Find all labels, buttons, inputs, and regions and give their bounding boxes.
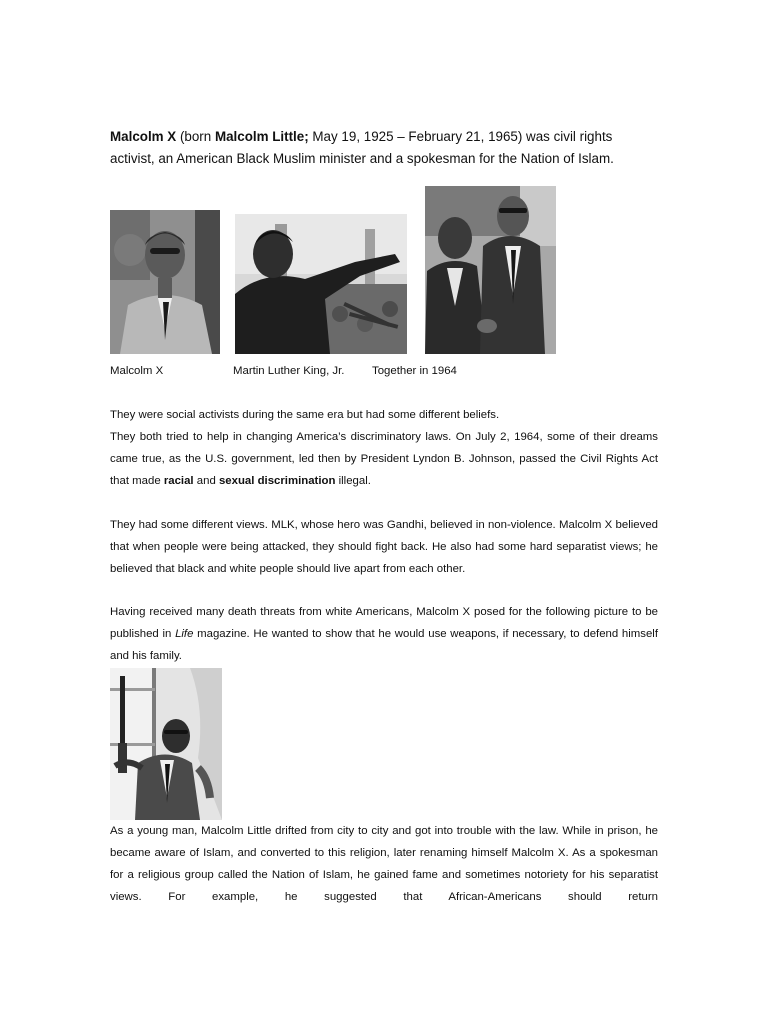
paragraph-threats-text: Having received many death threats from white Americans, Malcolm X posed for the following picture to be published in — [110, 606, 658, 640]
caption-together: Together in 1964 — [372, 365, 457, 377]
photo-malcolm-x — [110, 210, 220, 354]
caption-malcolm-x: Malcolm X — [110, 365, 164, 377]
photo-together-1964 — [425, 186, 556, 354]
photo-martin-luther-king — [235, 214, 407, 354]
paragraph-beliefs-line1: They were social activists during the same era but had some different beliefs. — [110, 409, 500, 421]
paragraph-views: They had some different views. MLK, whose hero was Gandhi, believed in non-violence. Malcolm X believed that when people were being attacked, they should fight back. He also had some hard separatist views; he believed that black and white people should live apart from each other. — [110, 519, 658, 575]
paragraph-life-magazine — [110, 601, 658, 667]
birth-name: Malcolm Little; — [214, 129, 309, 144]
intro-text: (born — [176, 129, 215, 144]
paragraph-weapons-text: magazine. He wanted to show that he would use weapons, if necessary, to defend himself and his family. — [110, 628, 658, 662]
paragraph-laws-text: They both tried to help in changing America’s discriminatory laws. On July 2, 1964, some of their dreams came true, as the U.S. government, led then by President Lyndon B. Johnson, passed the Civil Rights Act that made — [110, 431, 658, 487]
italic-life: Life — [175, 628, 194, 640]
bold-sexual-discrimination: sexual discrimination — [218, 475, 336, 487]
photo-malcolm-at-window — [110, 668, 222, 820]
paragraph-young-man: As a young man, Malcolm Little drifted from city to city and got into trouble with the law. While in prison, he became aware of Islam, and converted to this religion, later renaming himself Malcolm X. As a spokesman for a religious group called the Nation of Islam, he gained fame and sometimes notoriety for his separatist views. For example, he suggested that African-Americans should return — [110, 825, 658, 903]
subject-name: Malcolm X — [110, 129, 177, 144]
paragraph-laws-end: illegal. — [335, 475, 371, 487]
paragraph-and: and — [193, 475, 219, 487]
caption-mlk: Martin Luther King, Jr. — [233, 365, 345, 377]
intro-paragraph — [110, 126, 650, 170]
intro-text-rest: May 19, 1925 – February 21, 1965) was civil rights activist, an American Black Muslim minister and a spokesman for the Nation of Islam. — [110, 129, 614, 166]
paragraph-beliefs — [110, 404, 658, 492]
bold-racial: racial — [163, 475, 194, 487]
